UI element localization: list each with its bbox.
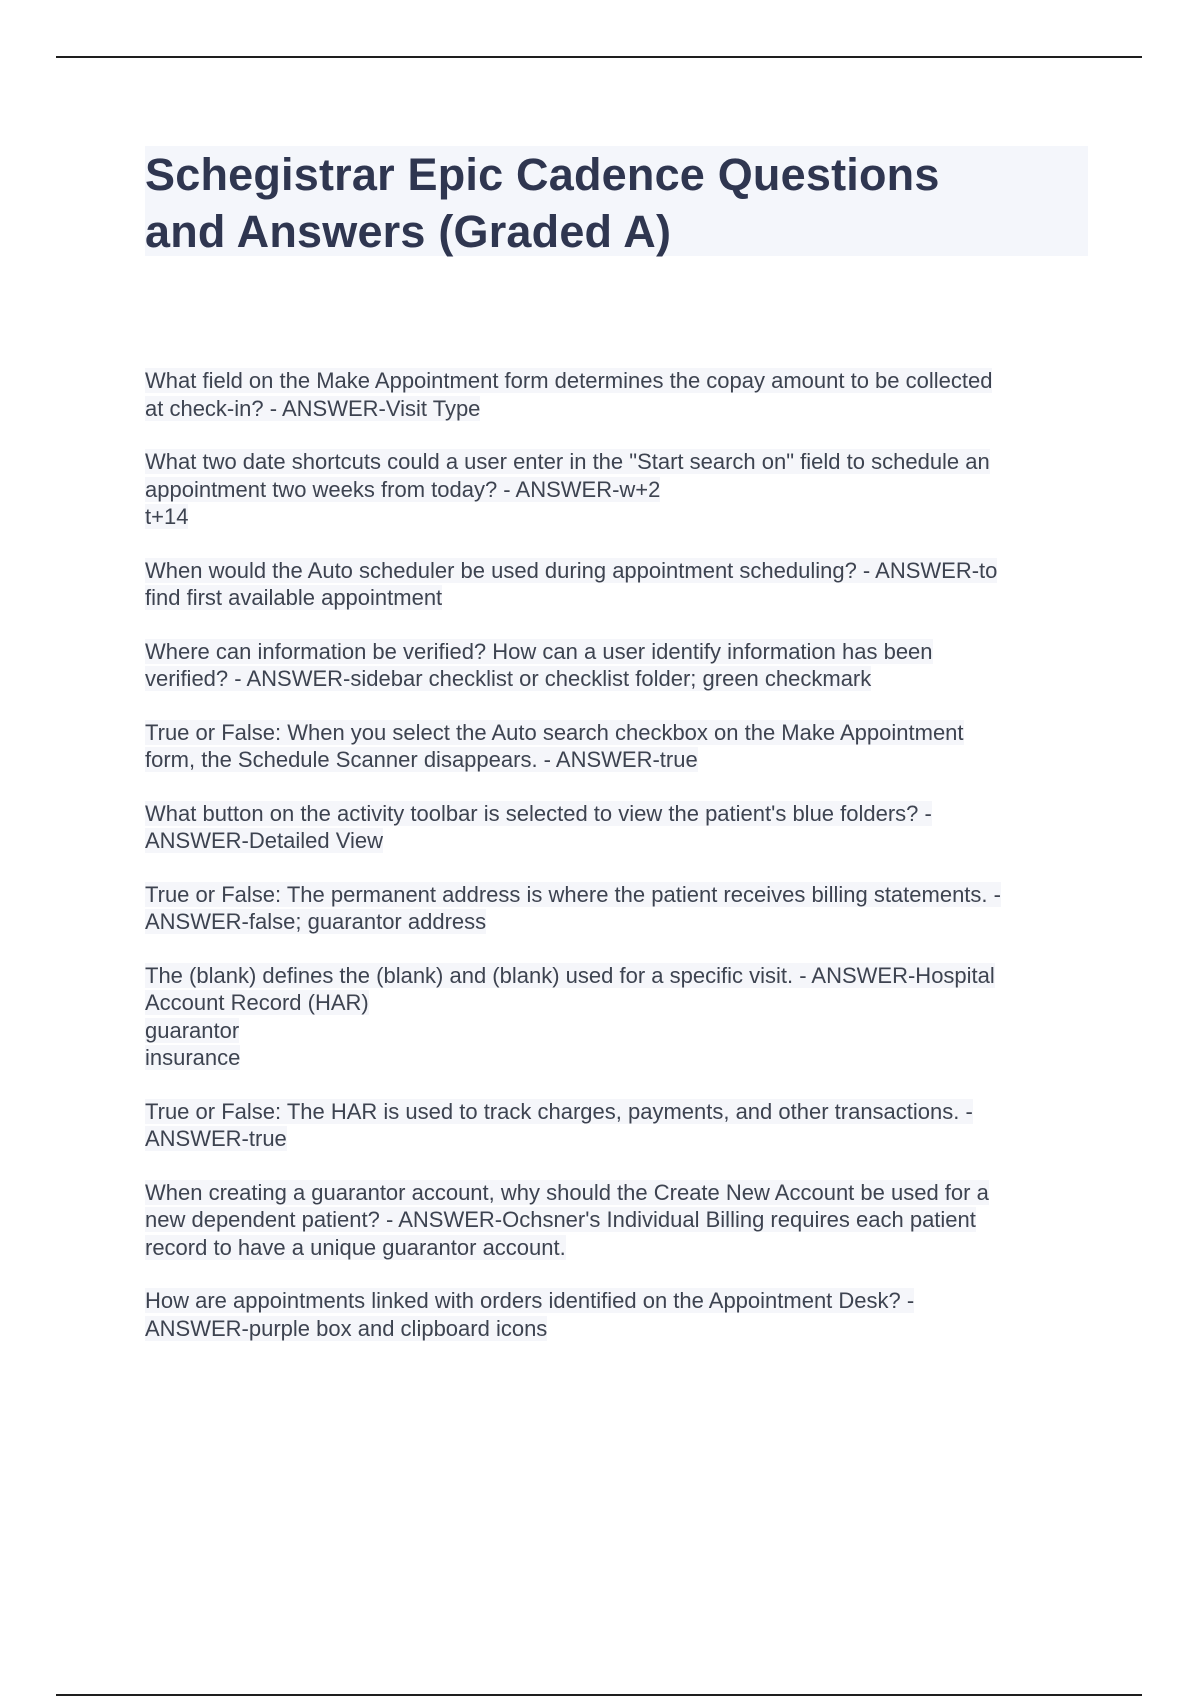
qa-line: guarantor <box>145 1017 240 1043</box>
qa-line: ANSWER-true <box>145 1126 287 1151</box>
qa-line: form, the Schedule Scanner disappears. - ANSWER-true <box>145 747 698 772</box>
qa-item <box>145 881 1095 936</box>
qa-line: t+14 <box>145 504 189 529</box>
qa-line: ANSWER-Detailed View <box>145 828 384 853</box>
qa-item <box>145 1179 1095 1262</box>
qa-item <box>145 800 1095 855</box>
qa-item <box>145 719 1095 774</box>
qa-item <box>145 962 1095 1072</box>
qa-line: appointment two weeks from today? - ANSWER-w+2 <box>145 476 661 502</box>
qa-line: What button on the activity toolbar is selected to view the patient's blue folders? - <box>145 800 932 826</box>
qa-line: True or False: The HAR is used to track charges, payments, and other transactions. - <box>145 1098 973 1124</box>
qa-item <box>145 638 1095 693</box>
top-rule <box>56 56 1142 58</box>
qa-line: True or False: When you select the Auto search checkbox on the Make Appointment <box>145 719 964 745</box>
qa-line: How are appointments linked with orders identified on the Appointment Desk? - <box>145 1288 915 1313</box>
qa-line: ANSWER-purple box and clipboard icons <box>145 1315 548 1341</box>
qa-line: True or False: The permanent address is where the patient receives billing statements. - <box>145 881 1001 907</box>
qa-line: What two date shortcuts could a user enter in the "Start search on" field to schedule an <box>145 449 990 474</box>
qa-line: at check-in? - ANSWER-Visit Type <box>145 395 481 421</box>
qa-list <box>145 367 1095 1368</box>
qa-line: The (blank) defines the (blank) and (blank) used for a specific visit. - ANSWER-Hospital <box>145 962 995 988</box>
qa-line: Account Record (HAR) <box>145 990 369 1015</box>
qa-line: record to have a unique guarantor account. <box>145 1234 566 1260</box>
title-line-2: and Answers (Graded A) <box>145 206 672 257</box>
qa-item <box>145 367 1095 422</box>
qa-line: find first available appointment <box>145 585 443 610</box>
qa-line: What field on the Make Appointment form determines the copay amount to be collected <box>145 368 993 393</box>
qa-line: When would the Auto scheduler be used during appointment scheduling? - ANSWER-to <box>145 557 998 583</box>
qa-item <box>145 1098 1095 1153</box>
qa-line: new dependent patient? - ANSWER-Ochsner's Individual Billing requires each patient <box>145 1207 976 1232</box>
qa-line: When creating a guarantor account, why should the Create New Account be used for a <box>145 1179 989 1205</box>
document-title <box>145 146 1088 256</box>
qa-item <box>145 557 1095 612</box>
bottom-rule <box>56 1694 1142 1696</box>
qa-item <box>145 1287 1095 1342</box>
qa-line: insurance <box>145 1045 241 1070</box>
qa-line: ANSWER-false; guarantor address <box>145 909 487 934</box>
title-line-1: Schegistrar Epic Cadence Questions <box>145 149 940 200</box>
qa-line: Where can information be verified? How can a user identify information has been <box>145 638 933 664</box>
qa-line: verified? - ANSWER-sidebar checklist or checklist folder; green checkmark <box>145 666 872 691</box>
qa-item <box>145 448 1095 531</box>
